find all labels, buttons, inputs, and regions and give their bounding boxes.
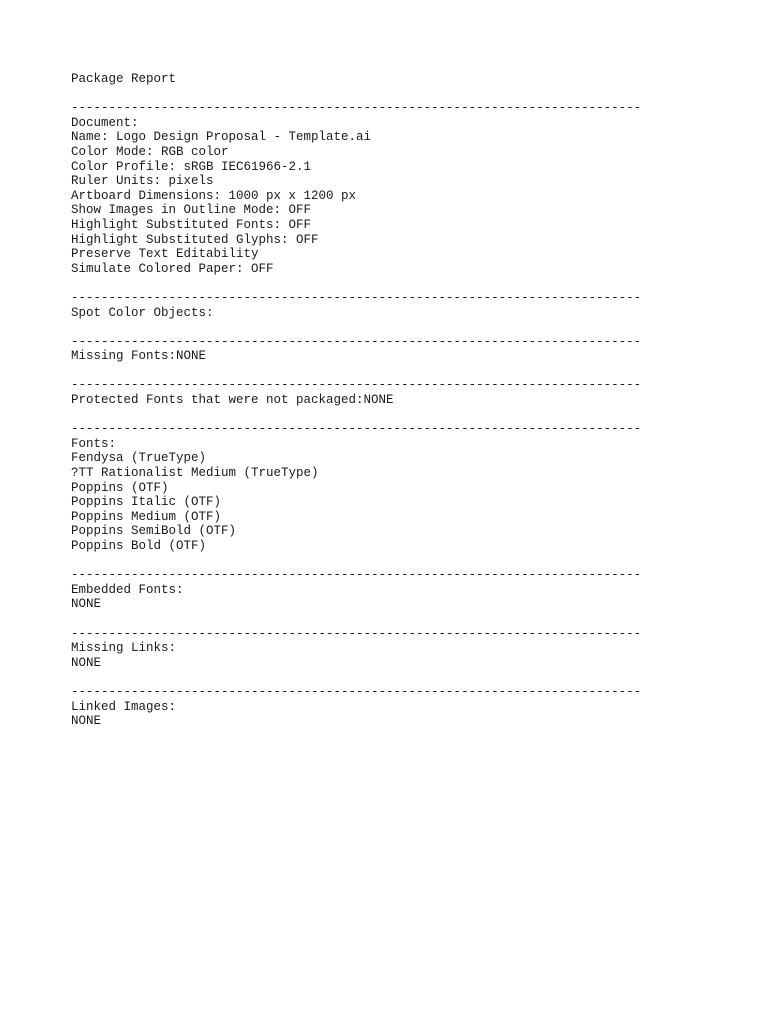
spacer [71,554,711,569]
document-artboard-dimensions: Artboard Dimensions: 1000 px x 1200 px [71,188,357,203]
report-title: Package Report [71,72,177,86]
spot-color-section [71,291,711,320]
linked-images-heading: Linked Images: [71,699,177,714]
document-heading: Document: [71,115,139,130]
section-divider: ---------------------------------------------------------------------------- [71,378,642,393]
document-color-profile: Color Profile: sRGB IEC61966-2.1 [71,159,312,174]
fonts-section [71,422,711,553]
document-name: Name: Logo Design Proposal - Template.ai [71,130,372,145]
section-divider: ---------------------------------------------------------------------------- [71,290,642,305]
document-highlight-glyphs: Highlight Substituted Glyphs: OFF [71,232,319,247]
font-item: Poppins SemiBold (OTF) [71,524,237,539]
font-item: ?TT Rationalist Medium (TrueType) [71,466,319,481]
section-divider: ---------------------------------------------------------------------------- [71,422,642,437]
missing-links-heading: Missing Links: [71,641,177,656]
document-preserve-text: Preserve Text Editability [71,247,259,262]
linked-images-section [71,685,711,729]
spacer [71,408,711,423]
spacer [71,87,711,102]
document-section [71,101,711,276]
embedded-fonts-heading: Embedded Fonts: [71,582,184,597]
section-divider: ---------------------------------------------------------------------------- [71,101,642,116]
font-item: Poppins (OTF) [71,480,169,495]
missing-fonts-section [71,335,711,364]
protected-fonts-heading: Protected Fonts that were not packaged:NONE [71,393,394,408]
spacer [71,670,711,685]
missing-links-section [71,627,711,671]
package-report [71,72,711,729]
spacer [71,612,711,627]
embedded-fonts-section [71,568,711,612]
fonts-heading: Fonts: [71,436,117,451]
spot-color-heading: Spot Color Objects: [71,305,214,320]
spacer [71,364,711,379]
protected-fonts-section [71,378,711,407]
document-show-images-outline: Show Images in Outline Mode: OFF [71,203,312,218]
section-divider: ---------------------------------------------------------------------------- [71,568,642,583]
spacer [71,320,711,335]
missing-links-value: NONE [71,655,102,670]
font-item: Poppins Italic (OTF) [71,495,222,510]
document-highlight-fonts: Highlight Substituted Fonts: OFF [71,217,312,232]
spacer [71,276,711,291]
section-divider: ---------------------------------------------------------------------------- [71,626,642,641]
embedded-fonts-value: NONE [71,597,102,612]
section-divider: ---------------------------------------------------------------------------- [71,334,642,349]
document-simulate-paper: Simulate Colored Paper: OFF [71,261,274,276]
font-item: Poppins Bold (OTF) [71,539,207,553]
font-item: Poppins Medium (OTF) [71,509,222,524]
section-divider: ---------------------------------------------------------------------------- [71,684,642,699]
document-color-mode: Color Mode: RGB color [71,144,229,159]
linked-images-value: NONE [71,714,102,729]
font-item: Fendysa (TrueType) [71,451,207,466]
missing-fonts-heading: Missing Fonts:NONE [71,349,207,364]
document-ruler-units: Ruler Units: pixels [71,174,214,189]
